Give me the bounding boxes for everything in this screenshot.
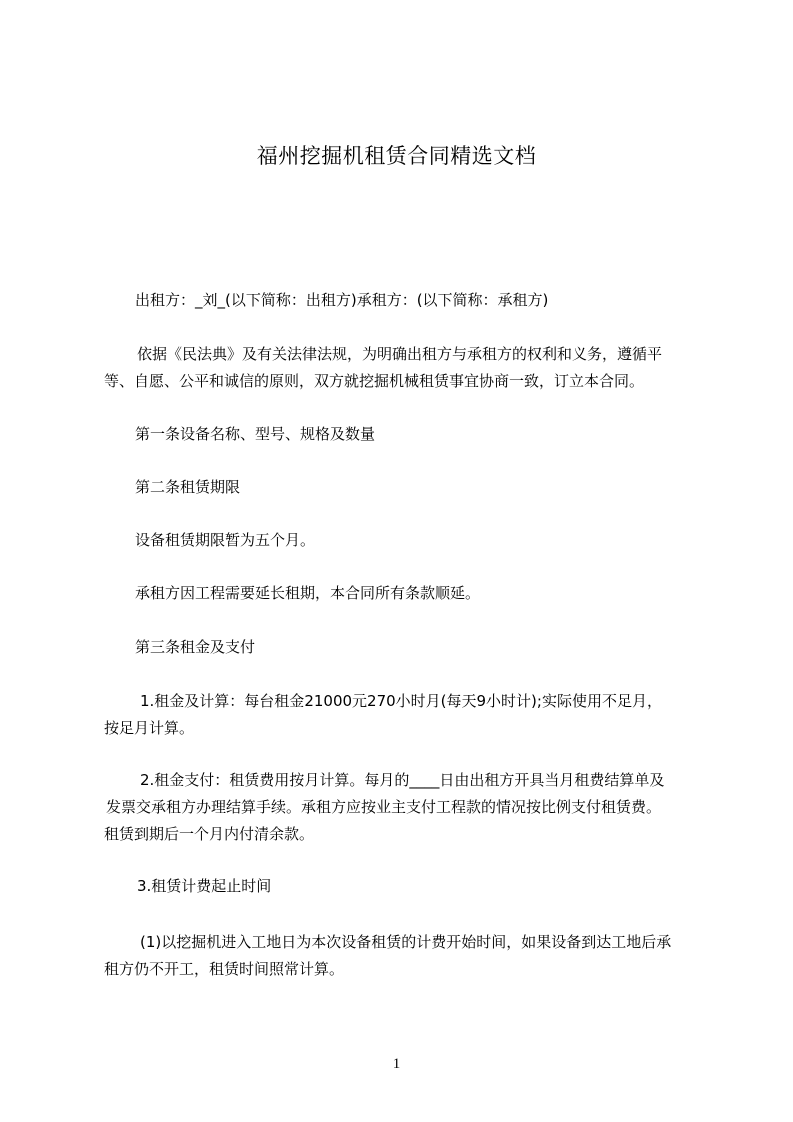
article2-paragraph-1-text: 设备租赁期限暂为五个月。 <box>135 531 316 549</box>
item1-paragraph <box>104 688 704 742</box>
article2-heading-text: 第二条租赁期限 <box>135 478 241 496</box>
item2-line-3: 租赁到期后一个月内付清余款。 <box>104 825 315 843</box>
parties-line: 出租方：_刘_(以下简称：出租方)承租方：(以下简称：承租方) <box>135 291 549 309</box>
item2-paragraph <box>104 767 704 848</box>
item3-heading <box>137 873 737 900</box>
document-title: 福州挖掘机租赁合同精选文档 <box>256 144 537 168</box>
item3-1-line-1: (1)以挖掘机进入工地日为本次设备租赁的计费开始时间，如果设备到达工地后承 <box>140 933 672 951</box>
article2-paragraph-1 <box>135 527 735 554</box>
article2-paragraph-2-text: 承租方因工程需要延长租期，本合同所有条款顺延。 <box>135 584 481 602</box>
article3-heading-text: 第三条租金及支付 <box>135 638 256 656</box>
item2-line-2: 发票交承租方办理结算手续。承租方应按业主支付工程款的情况按比例支付租赁费。 <box>106 798 662 816</box>
article1-heading-text: 第一条设备名称、型号、规格及数量 <box>135 425 376 443</box>
item3-1-paragraph <box>104 929 704 983</box>
article1-heading <box>135 421 735 448</box>
page-number: 1 <box>392 1056 401 1072</box>
article2-heading <box>135 474 735 501</box>
preamble-line-1: 依据《民法典》及有关法律法规，为明确出租方与承租方的权利和义务，遵循平 <box>137 345 663 363</box>
parties-paragraph <box>135 287 735 314</box>
item3-1-line-2: 租方仍不开工，租赁时间照常计算。 <box>104 960 345 978</box>
item1-line-2: 按足月计算。 <box>104 719 195 737</box>
article3-heading <box>135 634 735 661</box>
item2-line-1: 2.租金支付：租赁费用按月计算。每月的____日由出租方开具当月租费结算单及 <box>140 771 665 789</box>
preamble-line-2: 等、自愿、公平和诚信的原则，双方就挖掘机械租赁事宜协商一致，订立本合同。 <box>104 372 645 390</box>
item3-heading-text: 3.租赁计费起止时间 <box>137 877 272 895</box>
article2-paragraph-2 <box>135 580 735 607</box>
preamble-paragraph <box>104 341 704 395</box>
item1-line-1: 1.租金及计算：每台租金21000元270小时月(每天9小时计);实际使用不足月， <box>140 692 662 710</box>
